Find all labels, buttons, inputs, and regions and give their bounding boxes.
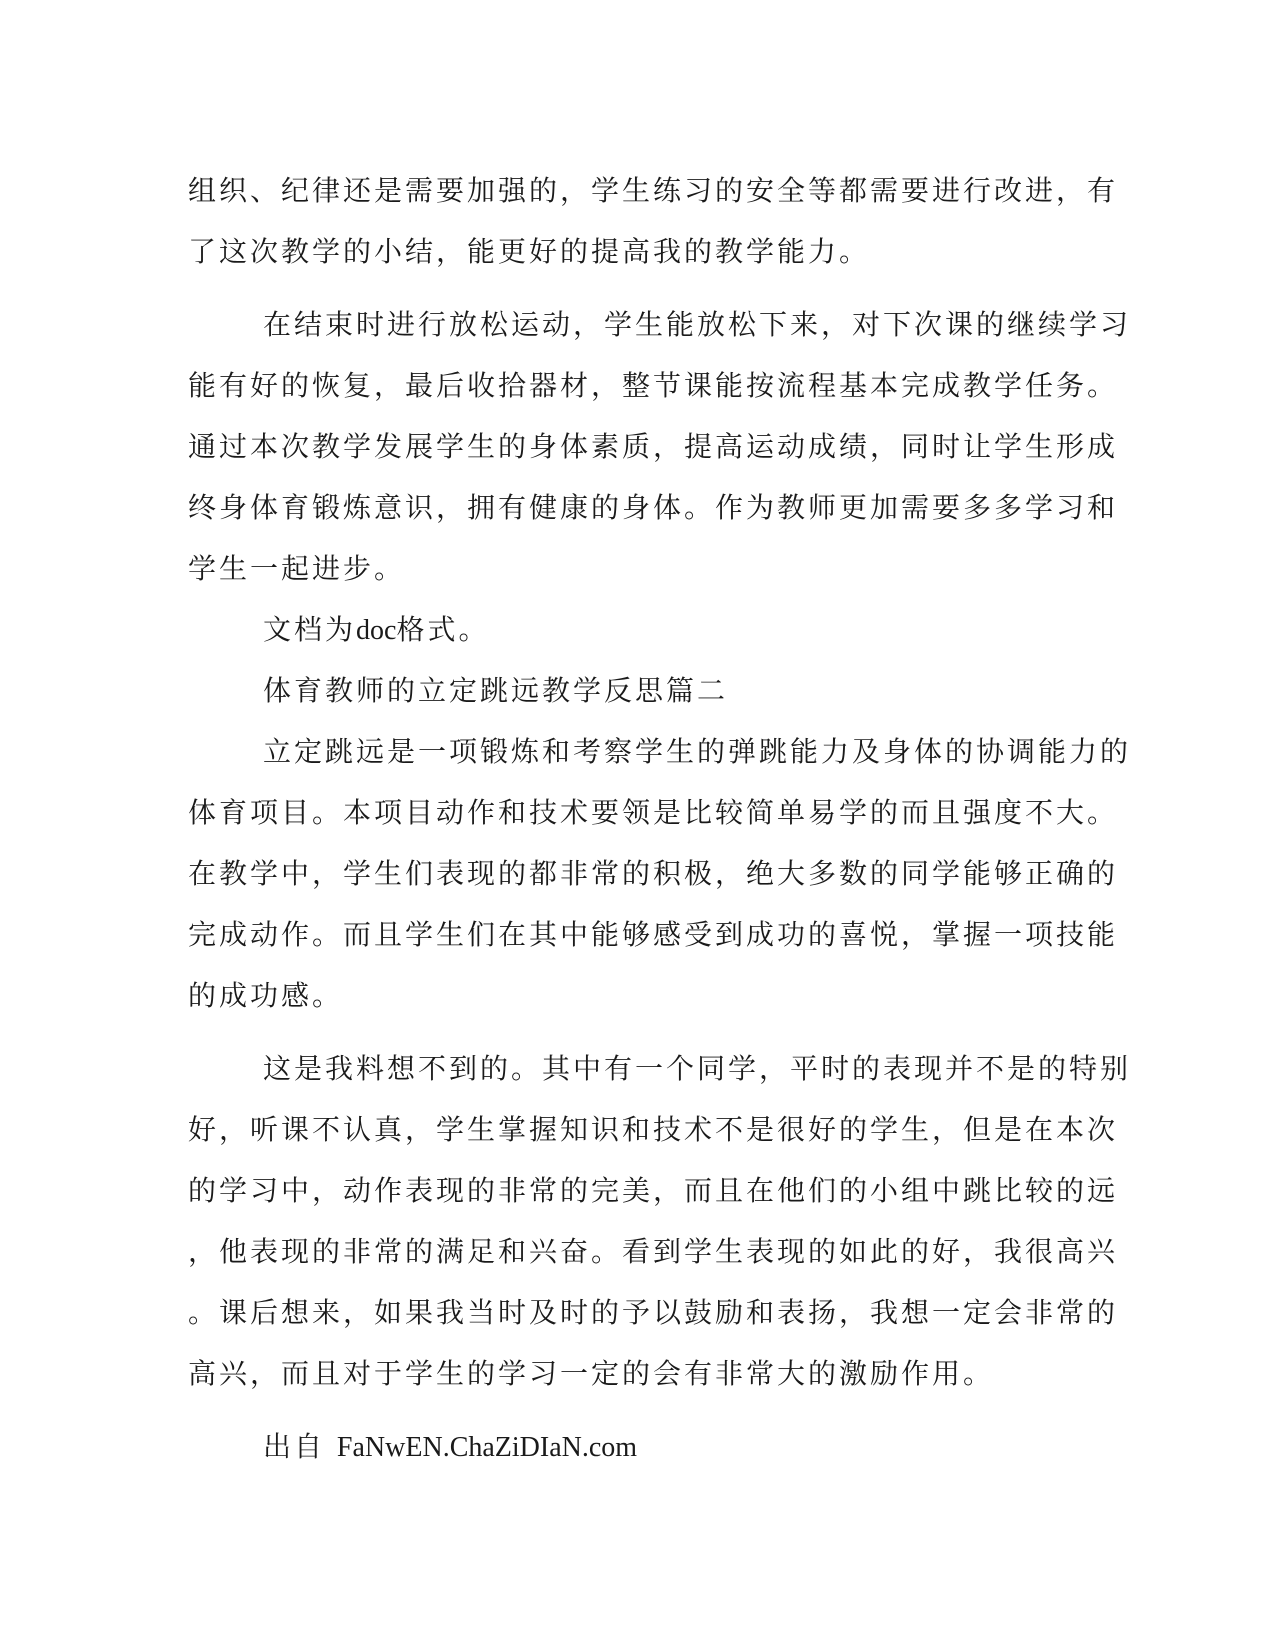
text-line: 能有好的恢复，最后收拾器材，整节课能按流程基本完成教学任务。 bbox=[188, 369, 1119, 402]
paragraph-3 bbox=[188, 721, 1132, 1026]
text-line: 。课后想来，如果我当时及时的予以鼓励和表扬，我想一定会非常的 bbox=[188, 1296, 1119, 1329]
text-line: 的学习中，动作表现的非常的完美，而且在他们的小组中跳比较的远 bbox=[188, 1174, 1119, 1207]
source-note bbox=[188, 1416, 1088, 1477]
text-line: 通过本次教学发展学生的身体素质，提高运动成绩，同时让学生形成 bbox=[188, 430, 1119, 463]
paragraph-4 bbox=[188, 1038, 1132, 1404]
text-line: 完成动作。而且学生们在其中能够感受到成功的喜悦，掌握一项技能 bbox=[188, 918, 1119, 951]
doc-format-suffix: 格式。 bbox=[396, 613, 490, 646]
source-link-text: FaNwEN.ChaZiDIaN.com bbox=[336, 1432, 638, 1463]
text-line: 这是我料想不到的。其中有一个同学，平时的表现并不是的特别 bbox=[263, 1052, 1132, 1085]
text-line: 体育项目。本项目动作和技术要领是比较简单易学的而且强度不大。 bbox=[188, 796, 1119, 829]
text-line: 在结束时进行放松运动，学生能放松下来，对下次课的继续学习 bbox=[263, 308, 1132, 341]
source-prefix: 出自 bbox=[263, 1430, 326, 1463]
paragraph-2 bbox=[188, 294, 1132, 599]
section-title-text: 体育教师的立定跳远教学反思篇二 bbox=[263, 674, 729, 707]
document-body bbox=[188, 160, 1132, 1477]
text-line: ，他表现的非常的满足和兴奋。看到学生表现的如此的好，我很高兴 bbox=[188, 1235, 1119, 1268]
text-line: 在教学中，学生们表现的都非常的积极，绝大多数的同学能够正确的 bbox=[188, 857, 1119, 890]
doc-format-note bbox=[188, 599, 1088, 660]
text-line: 了这次教学的小结，能更好的提高我的教学能力。 bbox=[188, 235, 871, 268]
doc-format-latin: doc bbox=[356, 615, 397, 646]
text-line: 好，听课不认真，学生掌握知识和技术不是很好的学生，但是在本次 bbox=[188, 1113, 1119, 1146]
text-line: 学生一起进步。 bbox=[188, 552, 406, 585]
text-line: 立定跳远是一项锻炼和考察学生的弹跳能力及身体的协调能力的 bbox=[263, 735, 1132, 768]
paragraph-1 bbox=[188, 160, 1119, 282]
text-line: 的成功感。 bbox=[188, 979, 344, 1012]
section-title bbox=[188, 660, 1088, 721]
text-line: 高兴，而且对于学生的学习一定的会有非常大的激励作用。 bbox=[188, 1357, 995, 1390]
doc-format-prefix: 文档为 bbox=[263, 613, 357, 646]
text-line: 组织、纪律还是需要加强的，学生练习的安全等都需要进行改进，有 bbox=[188, 174, 1119, 207]
text-line: 终身体育锻炼意识，拥有健康的身体。作为教师更加需要多多学习和 bbox=[188, 491, 1119, 524]
